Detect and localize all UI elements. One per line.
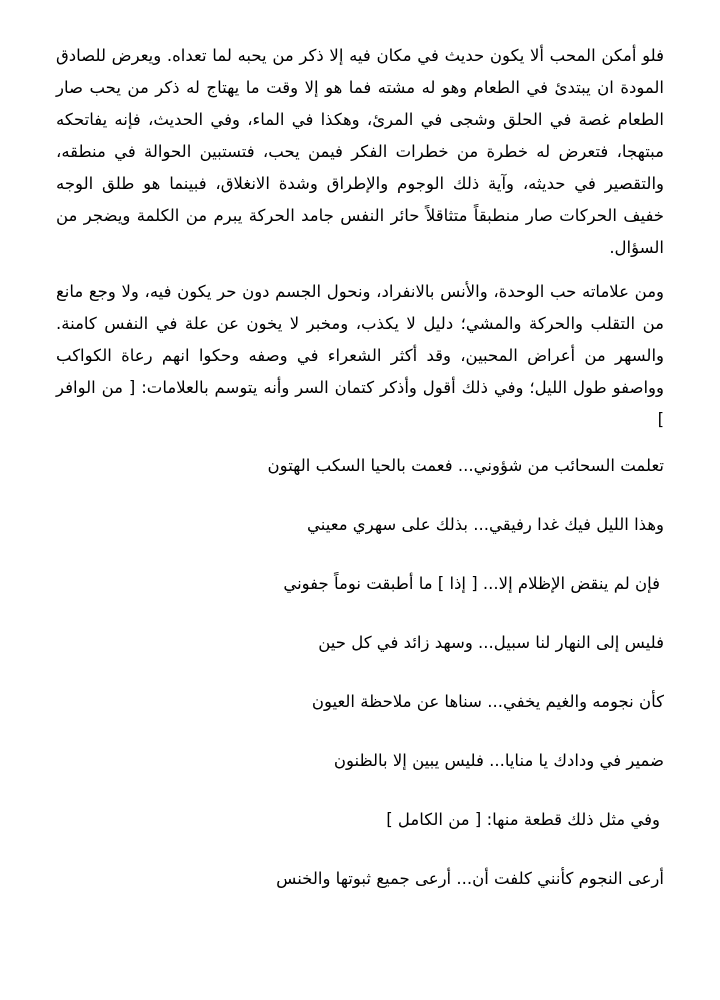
verse-line-3: فإن لم ينقض الإظلام إلا... [ إذا ] ما أطبقت نوماً جفوني xyxy=(283,574,660,593)
meter-note-kamil: وفي مثل ذلك قطعة منها: [ من الكامل ] xyxy=(386,810,660,829)
verse-line-7: أرعى النجوم كأنني كلفت أن... أرعى جميع ثبوتها والخنس xyxy=(276,869,664,888)
verse-line-6: ضمير في ودادك يا منايا... فليس يبين إلا بالظنون xyxy=(333,751,664,770)
verse-line-4: فليس إلى النهار لنا سبيل... وسهد زائد في كل حين xyxy=(318,633,664,652)
verse-line-5: كأن نجومه والغيم يخفي... سناها عن ملاحظة العيون xyxy=(311,692,664,711)
verse-line-2: وهذا الليل فيك غدا رفيقي... بذلك على سهري معيني xyxy=(307,515,664,534)
verse-line-1: تعلمت السحائب من شؤوني... فعمت بالحيا السكب الهتون xyxy=(267,456,664,475)
paragraph-food-and-love: فلو أمكن المحب ألا يكون حديث في مكان فيه إلا ذكر من يحبه لما تعداه. ويعرض للصادق المودة ان يبتدئ في الطعام وهو له مشته فما هو إلا وقت ما يهتاج له ذكر من يحب صار الطعام غصة في الحلق وشجى في المرئ، وهكذا في الماء، وفي الحديث، فإنه يفاتحكه مبتهجا، فتعرض له خطرة من خطرات الفكر فيمن يحب، فتستبين الحوالة في منطقه، والتقصير في حديثه، وآية ذلك الوجوم والإطراق وشدة الانغلاق، فبينما هو طلق الوجه خفيف الحركات صار منطبقاً متثاقلاً حائر النفس جامد الحركة يبرم من الكلمة ويضجر من السؤال. xyxy=(56,46,664,257)
paragraph-signs-of-love: ومن علاماته حب الوحدة، والأنس بالانفراد، ونحول الجسم دون حر يكون فيه، ولا وجع مانع من التقلب والحركة والمشي؛ دليل لا يكذب، ومخبر لا يخون عن علة في النفس كامنة. والسهر من أعراض المحبين، وقد أكثر الشعراء في وصفه وحكوا انهم رعاة الكواكب وواصفو طول الليل؛ وفي ذلك أقول وأذكر كتمان السر وأنه يتوسم بالعلامات: [ من الوافر ] xyxy=(56,282,664,429)
